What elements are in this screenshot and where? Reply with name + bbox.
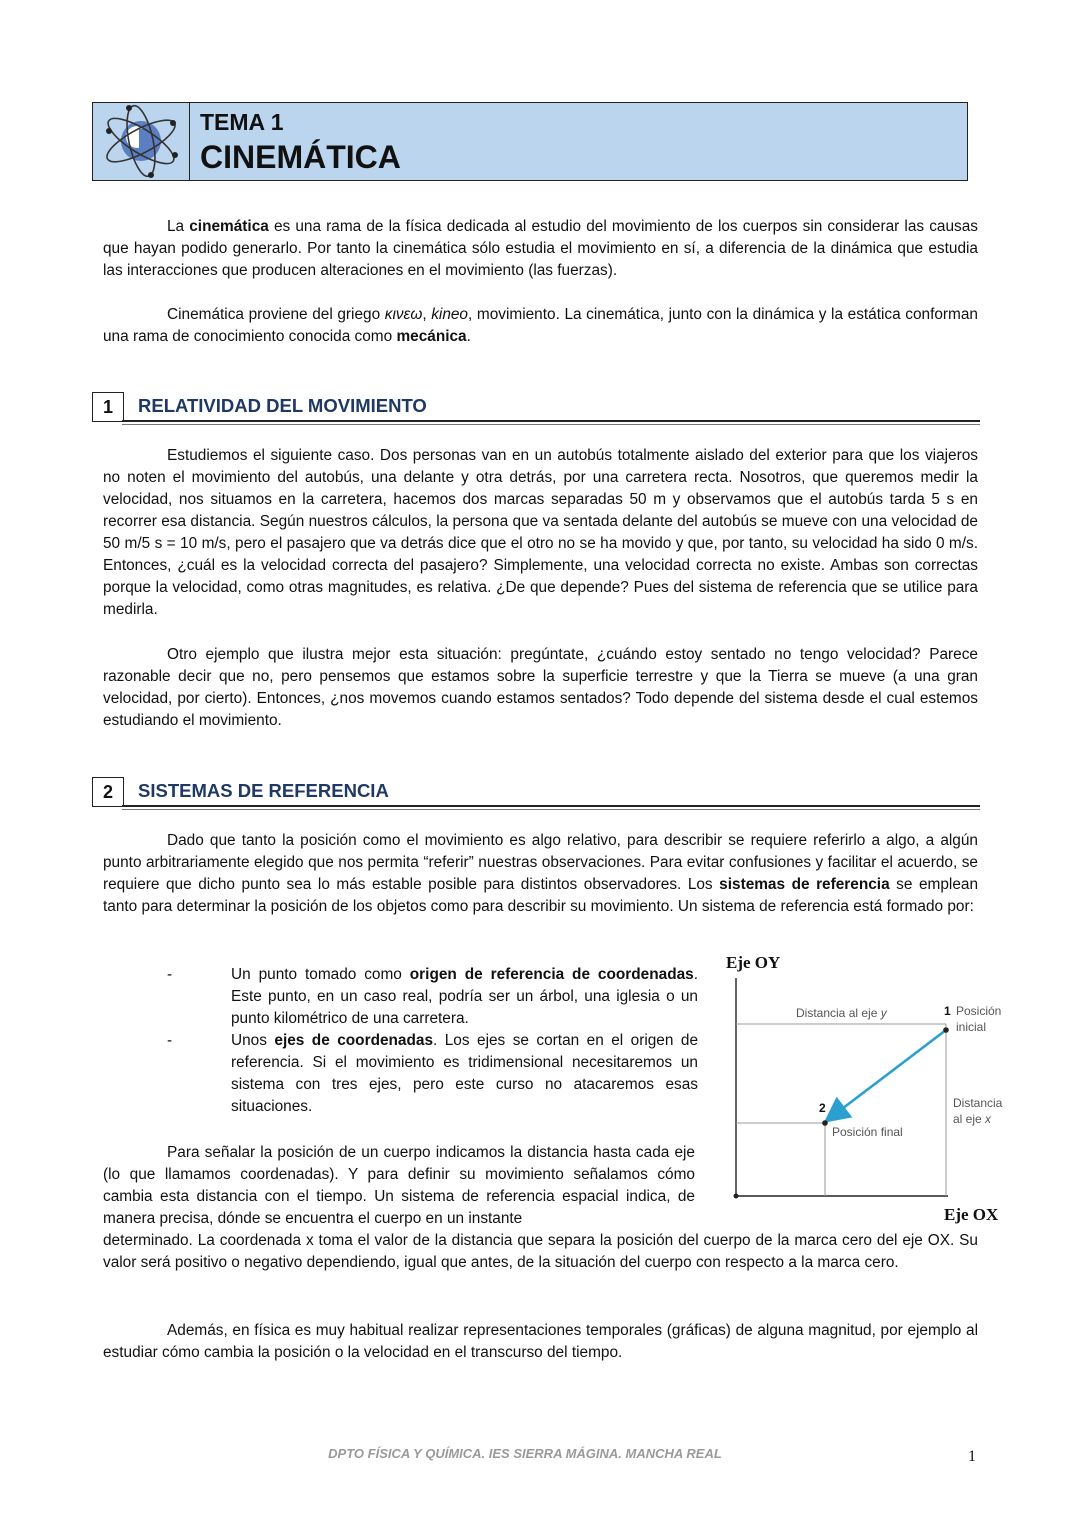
point-1-label-line2: inicial <box>956 1020 987 1034</box>
text-run: , <box>422 306 432 323</box>
heading-rule <box>122 420 980 422</box>
point-1-number: 1 <box>944 1004 951 1018</box>
intro-paragraph-2 <box>103 304 978 348</box>
text-run: . Este punto, en un caso real, podría ser un árbol, una iglesia o un punto kilométrico de una carretera. <box>231 966 698 1027</box>
section-2-paragraph-3: Además, en física es muy habitual realizar representaciones temporales (gráficas) de alguna magnitud, por ejemplo al estudiar cómo cambia la posición o la velocidad en el transcurso del tiempo. <box>103 1322 978 1361</box>
text-run: Cinemática proviene del griego <box>167 306 385 323</box>
page-number: 1 <box>968 1448 976 1465</box>
italic-term: kineo <box>431 306 468 323</box>
text-run: se emplean tanto para determinar la posición de los objetos como para describir su movimiento. Un sistema de referencia está formado por: <box>103 876 978 915</box>
bold-term: mecánica <box>396 328 467 345</box>
distance-y-label: Distancia al eje y <box>796 1006 887 1020</box>
text-run: Dado que tanto la posición como el movimiento es algo relativo, para describir se requiere referirlo a algo, a algún punto arbitrariamente elegido que nos permita “referir” nuestras observaciones. Para evitar confusiones y facilitar el acuerdo, se requiere que dicho punto sea lo más estable posible para distintos observadores. Los <box>103 832 978 893</box>
section-title: RELATIVIDAD DEL MOVIMIENTO <box>138 395 427 416</box>
chapter-number: TEMA 1 <box>200 109 284 135</box>
section-1-heading <box>92 392 980 422</box>
list-dash: - <box>167 1032 173 1049</box>
logo <box>93 103 190 180</box>
x-axis-label: Eje OX <box>944 1205 999 1224</box>
section-2-heading <box>92 777 980 807</box>
text-run: . <box>466 328 471 345</box>
point-2 <box>822 1120 828 1126</box>
heading-rule-thin <box>122 809 980 810</box>
text-run: , movimiento. La cinemática, junto con la dinámica y la estática conforman una rama de conocimiento conocida como <box>103 306 978 345</box>
section-2-paragraph-2a: Para señalar la posición de un cuerpo indicamos la distancia hasta cada eje (lo que llamamos coordenadas). Y para definir su movimiento señalamos cómo cambia esta distancia con el tiempo. Un sistema de referencia espacial indica, de manera precisa, dónde se encuentra el cuerpo en un instante <box>103 1144 695 1227</box>
section-1-paragraph-1 <box>103 445 978 621</box>
origin-point <box>734 1194 739 1199</box>
distance-x-label-line1: Distancia <box>953 1096 1003 1110</box>
y-axis-label: Eje OY <box>726 953 781 972</box>
coordinate-figure <box>712 948 1012 1234</box>
section-2-paragraph-2b: determinado. La coordenada x toma el valor de la distancia que separa la posición del cuerpo de la marca cero del eje OX. Su valor será positivo o negativo dependiendo, igual que antes, de la situación del cuerpo con respecto a la marca cero. <box>103 1232 978 1271</box>
bold-term: ejes de coordenadas <box>274 1032 434 1049</box>
heading-rule-thin <box>122 424 980 425</box>
section-title: SISTEMAS DE REFERENCIA <box>138 780 389 801</box>
section-2-paragraph-1 <box>103 830 978 918</box>
text-run: Otro ejemplo que ilustra mejor esta situación: pregúntate, ¿cuándo estoy sentado no tengo velocidad? Parece razonable decir que no, pero pensemos que estamos sobre la superficie terrestre y que la Tierra se mueve (a una gran velocidad, por cierto). Entonces, ¿nos movemos cuando estamos sentados? Todo depende del sistema desde el cual estemos estudiando el movimiento. <box>103 646 978 729</box>
text-run: Unos <box>231 1032 275 1049</box>
text-run: es una rama de la física dedicada al estudio del movimiento de los cuerpos sin considerar las causas que hayan podido generarlo. Por tanto la cinemática sólo estudia el movimiento en sí, a diferencia de la dinámica que estudia las interacciones que producen alteraciones en el movimiento (las fuerzas). <box>103 218 978 279</box>
point-2-label: Posición final <box>832 1125 903 1139</box>
section-1-paragraph-2 <box>103 644 978 732</box>
text-run: Estudiemos el siguiente caso. Dos personas van en un autobús totalmente aislado del exterior para que los viajeros no noten el movimiento del autobús, una delante y otra detrás, por una carretera recta. Nosotros, que queremos medir la velocidad, nos situamos en la carretera, hacemos dos marcas separadas 50 m y observamos que el autobús tarda 5 s en recorrer esa distancia. Según nuestros cálculos, la persona que va sentada delante del autobús se mueve con una velocidad de 50 m/5 s = 10 m/s, pero el pasajero que va detrás dice que el otro no se ha movido y que, por tanto, su velocidad ha sido 0 m/s. Entonces, ¿cuál es la velocidad correcta del pasajero? Simplemente, una velocidad correcta no existe. Ambas son correctas porque la velocidad, como otras magnitudes, es relativa. ¿De que depende? Pues del sistema de referencia que se utilice para medirla. <box>103 447 978 618</box>
section-number: 1 <box>92 392 124 422</box>
chapter-header <box>92 102 968 181</box>
point-1 <box>943 1027 949 1033</box>
bold-term: cinemática <box>189 218 269 235</box>
list-dash: - <box>167 966 173 983</box>
bold-term: sistemas de referencia <box>719 876 890 893</box>
list-item <box>103 1030 698 1118</box>
page-footer: DPTO FÍSICA Y QUÍMICA. IES SIERRA MÁGINA. MANCHA REAL <box>328 1446 722 1461</box>
text-run: . Los ejes se cortan en el origen de referencia. Si el movimiento es tridimensional necesitaremos un sistema con tres ejes, pero este curso no atacaremos esas situaciones. <box>231 1032 698 1115</box>
displacement-arrow <box>830 1030 946 1118</box>
reference-system-list <box>103 964 698 1118</box>
heading-rule <box>122 805 980 807</box>
section-number: 2 <box>92 777 124 807</box>
chapter-title: CINEMÁTICA <box>200 139 401 175</box>
list-item <box>103 964 698 1030</box>
text-run: La <box>167 218 190 235</box>
italic-term: κινεω <box>384 306 423 323</box>
point-1-label-line1: Posición <box>956 1004 1002 1018</box>
distance-x-label-line2: al eje x <box>953 1112 992 1126</box>
atom-logo-icon <box>93 103 189 180</box>
text-run: Un punto tomado como <box>231 966 410 983</box>
intro-paragraph-1 <box>103 216 978 282</box>
point-2-number: 2 <box>819 1101 826 1115</box>
bold-term: origen de referencia de coordenadas <box>409 966 694 983</box>
